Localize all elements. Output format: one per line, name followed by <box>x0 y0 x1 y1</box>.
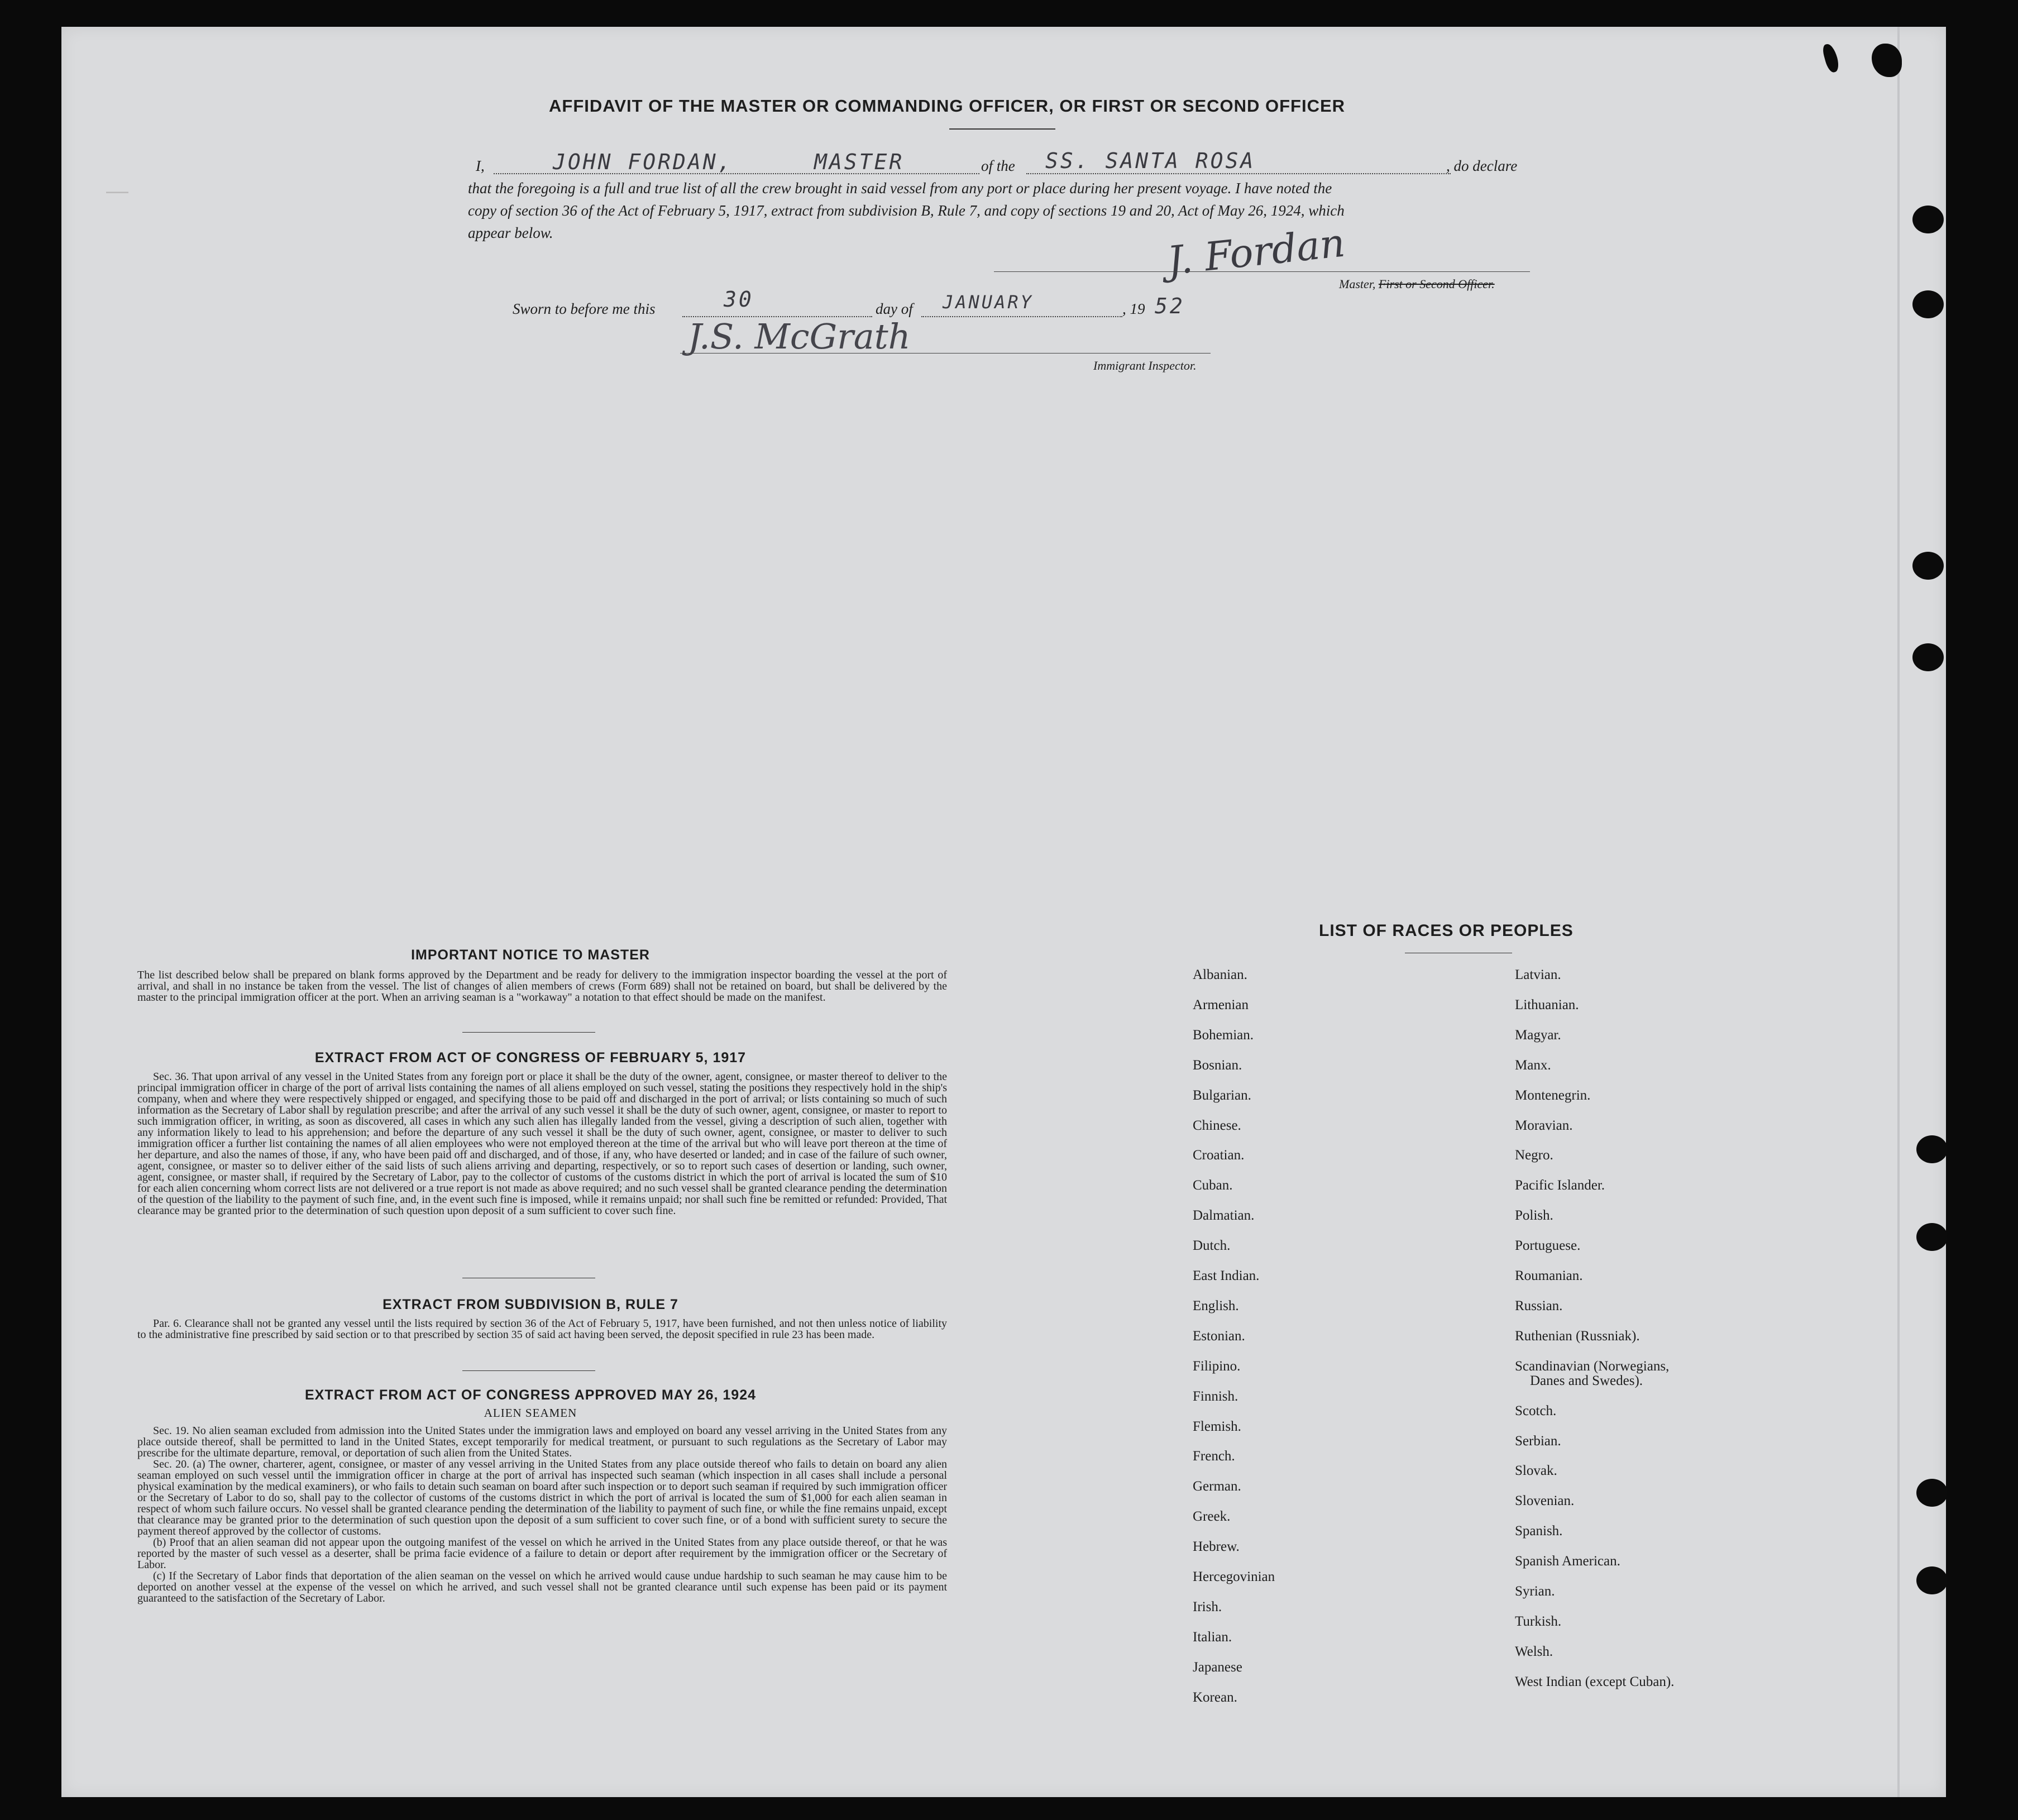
race-item: Chinese. <box>1193 1117 1241 1133</box>
sheet-fold <box>1897 27 1900 1797</box>
extract-1924-sec19: Sec. 19. No alien seaman excluded from admission into the United States under the immigration laws and employed on board any vessel arriving in the United States from any place outside thereof, shall be permitted to land in the United States, except temporarily for medical treatment, or pursuant to such regulations as the Secretary of Labor may prescribe for the ultimate departure, removal, or deportation of such alien from the United States. <box>137 1425 947 1459</box>
race-item: Ruthenian (Russniak). <box>1515 1328 1640 1344</box>
rule7-text: Par. 6. Clearance shall not be granted any vessel until the lists required by section 36 of the Act of February 5, 1917, have been furnished, and not then unless notice of liability to the administrative fine prescribed by said section or to that prescribed by section 35 of said act having been served, the deposit specified in rule 23 has been made. <box>137 1317 947 1341</box>
race-item: Moravian. <box>1515 1117 1573 1133</box>
affidavit-body-line3: appear below. <box>468 224 553 241</box>
race-item: Japanese <box>1193 1659 1242 1675</box>
binder-hole <box>1912 643 1944 671</box>
day-of-label: day of <box>876 300 913 317</box>
inspector-signature-line <box>680 353 1211 354</box>
title-underline <box>949 128 1055 130</box>
race-item: Hercegovinian <box>1193 1569 1275 1584</box>
vessel-field: SS. SANTA ROSA <box>1045 149 1256 173</box>
race-item: Italian. <box>1193 1629 1232 1645</box>
extract-1924-title: EXTRACT FROM ACT OF CONGRESS APPROVED MAY 26, 1924 <box>304 1387 757 1403</box>
faint-stamp-mark: — <box>106 179 128 203</box>
race-item: Syrian. <box>1515 1584 1555 1599</box>
race-item: Korean. <box>1193 1689 1237 1705</box>
race-item: Cuban. <box>1193 1178 1233 1193</box>
binder-hole <box>1916 1223 1948 1251</box>
do-declare-label: , do declare <box>1446 157 1518 174</box>
race-item: Armenian <box>1193 997 1249 1012</box>
extract-1924-sec20b: (b) Proof that an alien seaman did not appear upon the outgoing manifest of the vessel on which he arrived in the United States from any place outside thereof, or that he was reported by the master of such vessel as a deserter, shall be prima facie evidence of a failure to detain or deport after requirement by the immigration officer or the Secretary of Labor. <box>137 1536 947 1571</box>
race-item: Slovenian. <box>1515 1493 1575 1509</box>
sworn-label: Sworn to before me this <box>513 300 656 317</box>
extract-1924-text <box>137 1425 947 1604</box>
race-item: Estonian. <box>1193 1328 1245 1344</box>
rule7-title: EXTRACT FROM SUBDIVISION B, RULE 7 <box>382 1297 678 1312</box>
race-item: Greek. <box>1193 1509 1231 1525</box>
race-item: Finnish. <box>1193 1388 1238 1404</box>
race-item: Croatian. <box>1193 1148 1245 1163</box>
race-item: French. <box>1193 1449 1235 1464</box>
master-signature: J. Fordan <box>1165 219 1347 284</box>
race-item: Serbian. <box>1515 1433 1561 1449</box>
section-divider <box>462 1370 595 1371</box>
extract-1924-sec20a: Sec. 20. (a) The owner, charterer, agent, consignee, or master of any vessel arriving in the United States from any place outside thereof who fails to detain on board any alien seaman employed on such vessel until the immigration officer in charge at the port of arrival has inspected such seaman (which inspection in all cases shall include a personal physical examination by the medical examiners), or who fails to detain such seaman on board after such inspection or to deport such seaman if required by such immigration officer or the Secretary of Labor to do so, shall pay to the collector of customs of the customs district in which the port of arrival is located the sum of $1,000 for each alien seaman in respect of whom such failure occurs. No vessel shall be granted clearance pending the determination of the liability to payment of such fine, or while the fine remains unpaid, except that clearance may be granted prior to the determination of such question upon the deposit of a sum sufficient to cover such fine, or of a bond with sufficient surety to secure the payment thereof approved by the collector of customs. <box>137 1458 947 1537</box>
race-item: Filipino. <box>1193 1358 1241 1374</box>
extract-1917-title: EXTRACT FROM ACT OF CONGRESS OF FEBRUARY 5, 1917 <box>314 1050 747 1066</box>
race-item: German. <box>1193 1479 1241 1494</box>
binder-hole <box>1912 552 1944 580</box>
notice-text: The list described below shall be prepared on blank forms approved by the Department and be ready for delivery to the immigration inspector boarding the vessel at the port of arrival, and shall in no instance be taken from the vessel. The list of changes of alien members of crews (Form 689) shall not be retained on board, but shall be delivered by the master to the principal immigration officer at the port. When an arriving seaman is a "workaway" a notation to that effect should be made on the manifest. <box>137 969 947 1004</box>
year-prefix-label: , 19 <box>1122 300 1145 317</box>
race-item: Scotch. <box>1515 1403 1557 1418</box>
binder-hole <box>1912 290 1944 318</box>
races-title: LIST OF RACES OR PEOPLES <box>1319 921 1574 940</box>
race-item: Russian. <box>1515 1298 1563 1313</box>
race-item: Welsh. <box>1515 1644 1553 1659</box>
extract-1924-subtitle: ALIEN SEAMEN <box>484 1406 577 1420</box>
race-item: Flemish. <box>1193 1418 1241 1434</box>
race-item: Dalmatian. <box>1193 1208 1255 1224</box>
race-item: Hebrew. <box>1193 1539 1240 1555</box>
master-signature-line <box>994 271 1530 272</box>
affidavit-body-line1: that the foregoing is a full and true list of all the crew brought in said vessel from any port or place during her present voyage. I have noted the <box>468 180 1332 197</box>
race-item: Portuguese. <box>1515 1238 1581 1254</box>
name-field: JOHN FORDAN, <box>553 150 733 174</box>
race-item: Montenegrin. <box>1515 1087 1591 1103</box>
binder-hole <box>1916 1566 1948 1594</box>
race-item: Dutch. <box>1193 1238 1231 1254</box>
affidavit-title: AFFIDAVIT OF THE MASTER OR COMMANDING OFFICER, OR FIRST OR SECOND OFFICER <box>549 96 1346 116</box>
pronoun-label: I, <box>476 157 485 174</box>
master-title: Master, <box>1339 277 1376 291</box>
day-field: 30 <box>724 287 754 312</box>
struck-officer-label: First or Second Officer. <box>1378 277 1495 291</box>
race-item: Albanian. <box>1193 967 1247 982</box>
binder-hole <box>1916 1479 1948 1507</box>
year-field: 52 <box>1155 294 1185 318</box>
race-item: Lithuanian. <box>1515 997 1579 1012</box>
race-item: Bosnian. <box>1193 1057 1242 1073</box>
race-item: East Indian. <box>1193 1268 1260 1283</box>
race-item: Pacific Islander. <box>1515 1178 1605 1193</box>
master-label <box>1339 277 1495 292</box>
notice-title: IMPORTANT NOTICE TO MASTER <box>411 947 650 963</box>
vessel-line <box>1026 173 1451 174</box>
race-item: Spanish American. <box>1515 1554 1620 1569</box>
section-divider <box>462 1032 595 1033</box>
extract-1924-sec20c: (c) If the Secretary of Labor finds that deportation of the alien seaman on the vessel on which he arrived would cause undue hardship to such seaman he may cause him to be deported on another vessel at the expense of the vessel on which he arrived, and such vessel shall not be granted clearance until such expense has been paid or its payment guaranteed to the satisfaction of the Secretary of Labor. <box>137 1570 947 1604</box>
binder-hole <box>1916 1135 1948 1163</box>
race-item: Scandinavian (Norwegians, <box>1515 1358 1670 1374</box>
race-item: West Indian (except Cuban). <box>1515 1674 1675 1689</box>
inspector-signature: J.S. McGrath <box>688 316 911 357</box>
race-item: Bohemian. <box>1193 1027 1254 1043</box>
race-item: Irish. <box>1193 1599 1222 1614</box>
inspector-label: Immigrant Inspector. <box>1093 359 1197 372</box>
affidavit-body-line2: copy of section 36 of the Act of February 5, 1917, extract from subdivision B, Rule 7, and copy of sections 19 and 20, Act of May 26, 1924, which <box>468 202 1345 219</box>
race-item: Polish. <box>1515 1208 1553 1224</box>
race-item: Roumanian. <box>1515 1268 1583 1283</box>
month-field: JANUARY <box>943 292 1034 313</box>
race-item: Magyar. <box>1515 1027 1561 1043</box>
of-the-label: of the <box>981 157 1015 174</box>
race-item: Spanish. <box>1515 1523 1563 1539</box>
race-item: Turkish. <box>1515 1613 1562 1629</box>
month-line <box>921 316 1122 317</box>
race-item: English. <box>1193 1298 1239 1313</box>
race-item: Slovak. <box>1515 1463 1557 1479</box>
race-item: Bulgarian. <box>1193 1087 1251 1103</box>
race-item: Latvian. <box>1515 967 1561 982</box>
rank-field: MASTER <box>814 150 905 174</box>
race-item: Danes and Swedes). <box>1530 1373 1643 1388</box>
race-item: Manx. <box>1515 1057 1551 1073</box>
extract-1917-text: Sec. 36. That upon arrival of any vessel in the United States from any foreign port or place it shall be the duty of the owner, agent, consignee, or master thereof to deliver to the principal immigration officer in charge of the port of arrival lists containing the names of all aliens employed on such vessel, stating the positions they respectively hold in the ship's company, when and where they were respectively shipped or engaged, and specifying those to be paid off and discharged in the port of arrival; or lists containing so much of such information as the Secretary of Labor shall by regulation prescribe; and after the arrival of any such vessel it shall be the duty of such owner, agent, consignee, or master to report to such immigration officer, in writing, as soon as discovered, all cases in which any such alien has illegally landed from the vessel, giving a description of such alien, together with any information likely to lead to his apprehension; and before the departure of any such vessel it shall be the duty of such owner, agent, consignee, or master to deliver to such immigration officer a further list containing the names of all alien employees who were not employed thereon at the time of the arrival but who will leave port thereon at the time of her departure, and also the names of those, if any, who have been paid off and discharged, and of those, if any, who have deserted or landed; and in case of the failure of such owner, agent, consignee, or master so to deliver either of the said lists of such aliens arriving and departing, respectively, or so to report such cases of desertion or landing, such owner, agent, consignee, or master shall, if required by the Secretary of Labor, pay to the collector of customs of the customs district in which the port of arrival is located the sum of $10 for each alien concerning whom correct lists are not delivered or a true report is not made as above required; and no such vessel shall be granted clearance pending the determination of the question of the liability to the payment of such fine, and, in the event such fine is imposed, while it remains unpaid; nor shall such fine be remitted or refunded: Provided, That clearance may be granted prior to the determination of such question upon deposit of a sum sufficient to cover such fine. <box>137 1071 947 1217</box>
binder-hole <box>1912 206 1944 233</box>
race-item: Negro. <box>1515 1148 1553 1163</box>
